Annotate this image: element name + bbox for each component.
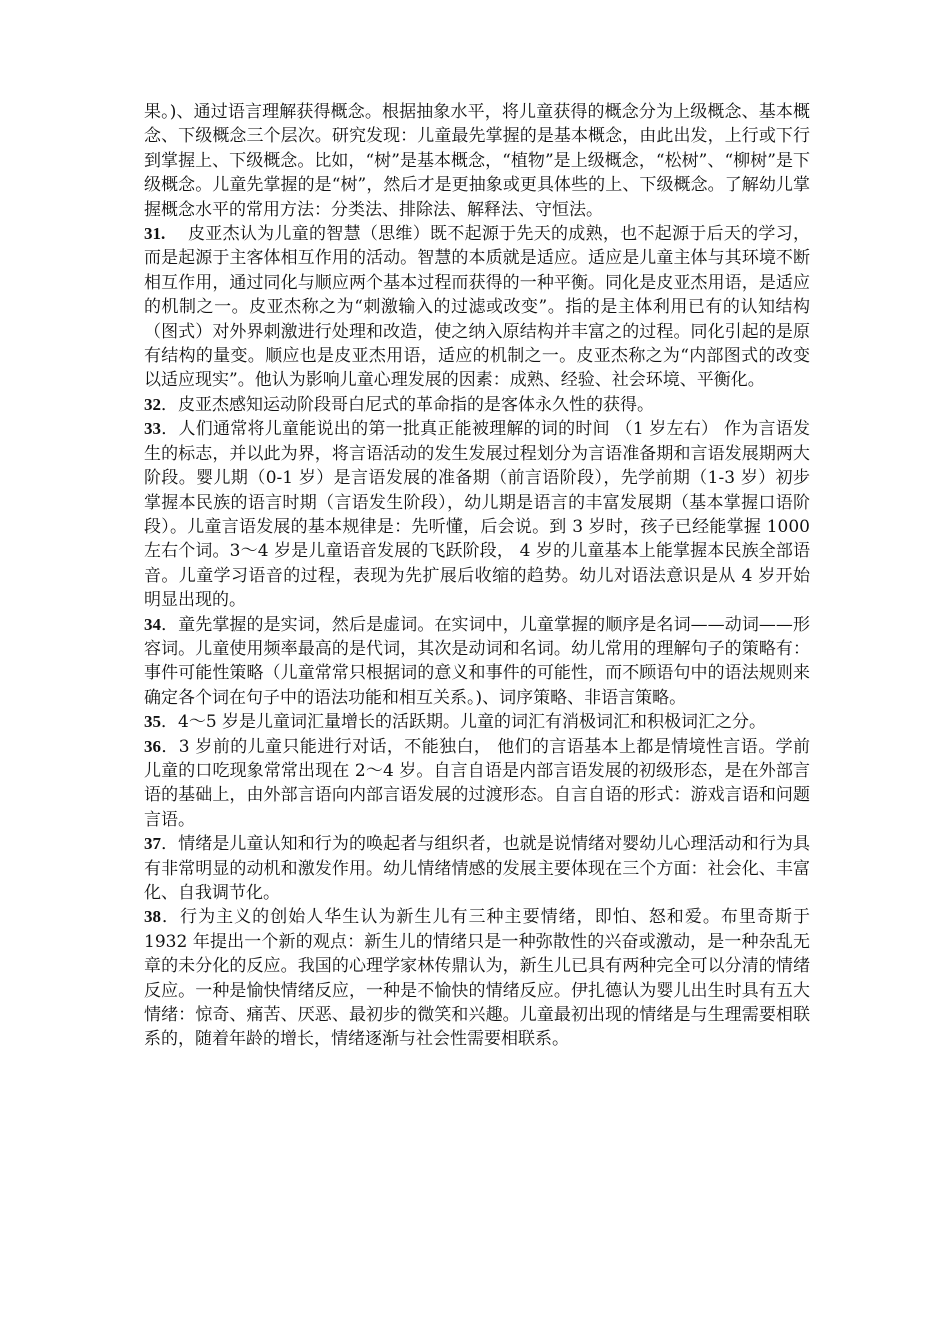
paragraph-text: ．童先掌握的是实词，然后是虚词。在实词中，儿童掌握的顺序是名词——动词——形容词。儿童使用频率最高的是代词，其次是动词和名词。幼儿常用的理解句子的策略有：事件可能性策略（儿童常常只根据词的意义和事件的可能性，而不顾语句中的语法规则来确定各个词在句子中的语法功能和相互关系。)、词序策略、非语言策略。 bbox=[144, 614, 810, 708]
paragraph-text: ．皮亚杰感知运动阶段哥白尼式的革命指的是客体永久性的获得。 bbox=[161, 394, 654, 415]
paragraph-text: ．行为主义的创始人华生认为新生儿有三种主要情绪，即怕、怒和爱。布里奇斯于 1932 年提出一个新的观点：新生儿的情绪只是一种弥散性的兴奋或激动，是一种杂乱无章的未分化的反应。我国的心理学家林传鼎认为，新生儿已具有两种完全可以分清的情绪反应。一种是愉快情绪反应，一种是不愉快的情绪反应。伊扎德认为婴儿出生时具有五大情绪：惊奇、痛苦、厌恶、最初步的微笑和兴趣。儿童最初出现的情绪是与生理需要相联系的，随着年龄的增长，情绪逐渐与社会性需要相联系。 bbox=[144, 907, 810, 1050]
paragraph-31 bbox=[144, 222, 810, 393]
paragraph-continuation bbox=[144, 100, 810, 222]
document-page bbox=[144, 100, 810, 1052]
paragraph-text: ．3 岁前的儿童只能进行对话，不能独白， 他们的言语基本上都是情境性言语。学前儿童的口吃现象常常出现在 2～4 岁。自言自语是内部言语发展的初级形态，是在外部言语的基础上，由外部言语向内部言语发展的过渡形态。自言自语的形式：游戏言语和问题言语。 bbox=[144, 736, 810, 830]
paragraph-number: 31. bbox=[144, 224, 166, 244]
paragraph-text: 皮亚杰认为儿童的智慧（思维）既不起源于先天的成熟，也不起源于后天的学习，而是起源于主客体相互作用的活动。智慧的本质就是适应。适应是儿童主体与其环境不断相互作用，通过同化与顺应两个基本过程而获得的一种平衡。同化是皮亚杰用语，是适应的机制之一。皮亚杰称之为“刺激输入的过滤或改变”。指的是主体利用已有的认知结构（图式）对外界刺激进行处理和改造，使之纳入原结构并丰富之的过程。同化引起的是原有结构的量变。顺应也是皮亚杰用语，适应的机制之一。皮亚杰称之为“内部图式的改变以适应现实”。他认为影响儿童心理发展的因素：成熟、经验、社会环境、平衡化。 bbox=[144, 224, 810, 391]
paragraph-text: ．情绪是儿童认知和行为的唤起者与组织者，也就是说情绪对婴幼儿心理活动和行为具有非常明显的动机和激发作用。幼儿情绪情感的发展主要体现在三个方面：社会化、丰富化、自我调节化。 bbox=[144, 834, 810, 903]
paragraph-text: 果。)、通过语言理解获得概念。根据抽象水平，将儿童获得的概念分为上级概念、基本概念、下级概念三个层次。研究发现：儿童最先掌握的是基本概念，由此出发，上行或下行到掌握上、下级概念。比如，“树”是基本概念，“植物”是上级概念，“松树”、“柳树”是下级概念。儿童先掌握的是“树”，然后才是更抽象或更具体些的上、下级概念。了解幼儿掌握概念水平的常用方法：分类法、排除法、解释法、守恒法。 bbox=[144, 102, 810, 220]
paragraph-number: 32 bbox=[144, 394, 161, 414]
paragraph-number: 36 bbox=[144, 736, 161, 756]
paragraph-number: 37 bbox=[144, 834, 161, 854]
paragraph-38 bbox=[144, 905, 810, 1051]
paragraph-number: 33 bbox=[144, 419, 161, 439]
paragraph-34 bbox=[144, 613, 810, 711]
paragraph-36 bbox=[144, 735, 810, 833]
paragraph-35 bbox=[144, 710, 810, 734]
paragraph-number: 34 bbox=[144, 614, 161, 634]
paragraph-number: 35 bbox=[144, 712, 161, 732]
paragraph-33 bbox=[144, 417, 810, 612]
paragraph-text: ．人们通常将儿童能说出的第一批真正能被理解的词的时间 （1 岁左右） 作为言语发生的标志，并以此为界，将言语活动的发生发展过程划分为言语准备期和言语发展期两大阶段。婴儿期（0-1 岁）是言语发展的准备期（前言语阶段），先学前期（1-3 岁）初步掌握本民族的语言时期（言语发生阶段），幼儿期是语言的丰富发展期（基本掌握口语阶段）。儿童言语发展的基本规律是：先听懂，后会说。到 3 岁时，孩子已经能掌握 1000 左右个词。3～4 岁是儿童语音发展的飞跃阶段， 4 岁的儿童基本上能掌握本民族全部语音。儿童学习语音的过程，表现为先扩展后收缩的趋势。幼儿对语法意识是从 4 岁开始明显出现的。 bbox=[144, 419, 810, 611]
paragraph-32 bbox=[144, 393, 810, 417]
paragraph-text: ．4～5 岁是儿童词汇量增长的活跃期。儿童的词汇有消极词汇和积极词汇之分。 bbox=[161, 712, 767, 733]
paragraph-number: 38 bbox=[144, 907, 161, 927]
paragraph-37 bbox=[144, 832, 810, 905]
